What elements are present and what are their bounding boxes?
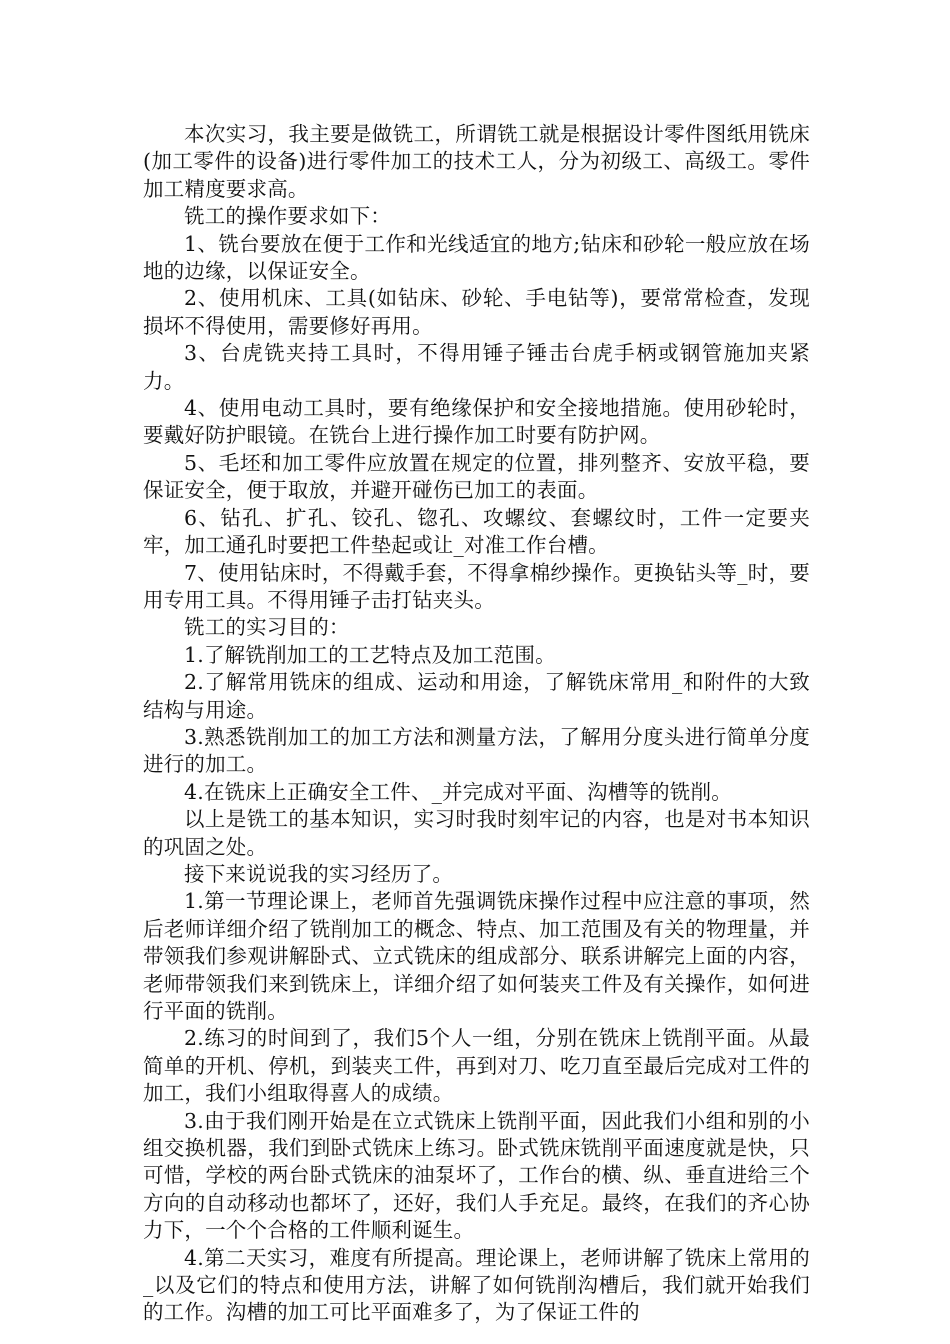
paragraph-experience-3: 3.由于我们刚开始是在立式铣床上铣削平面，因此我们小组和别的小组交换机器，我们到卧式铣床上练习。卧式铣床铣削平面速度就是快，只可惜，学校的两台卧式铣床的油泵坏了，工作台的横、纵、垂直进给三个方向的自动移动也都坏了，还好，我们人手充足。最终，在我们的齐心协力下，一个个合格的工件顺利诞生。 — [143, 1108, 810, 1243]
document-body — [143, 121, 810, 1327]
paragraph-intro: 本次实习，我主要是做铣工，所谓铣工就是根据设计零件图纸用铣床(加工零件的设备)进行零件加工的技术工人，分为初级工、高级工。零件加工精度要求高。 — [143, 122, 810, 201]
paragraph-requirement-5: 5、毛坯和加工零件应放置在规定的位置，排列整齐、安放平稳，要保证安全，便于取放，并避开碰伤已加工的表面。 — [143, 450, 810, 503]
paragraph-requirement-6: 6、钻孔、扩孔、铰孔、锪孔、攻螺纹、套螺纹时，工件一定要夹牢，加工通孔时要把工件垫起或让_对准工作台槽。 — [143, 505, 810, 558]
paragraph-summary: 以上是铣工的基本知识，实习时我时刻牢记的内容，也是对书本知识的巩固之处。 — [143, 807, 810, 859]
paragraph-goal-2: 2.了解常用铣床的组成、运动和用途，了解铣床常用_和附件的大致结构与用途。 — [143, 670, 810, 722]
paragraph-goals-heading: 铣工的实习目的： — [184, 615, 350, 640]
paragraph-experience-heading: 接下来说说我的实习经历了。 — [184, 861, 454, 886]
paragraph-requirements-heading: 铣工的操作要求如下： — [184, 204, 391, 229]
paragraph-requirement-3: 3、台虎铣夹持工具时，不得用锤子锤击台虎手柄或钢管施加夹紧力。 — [143, 341, 810, 393]
paragraph-requirement-1: 1、铣台要放在便于工作和光线适宜的地方;钻床和砂轮一般应放在场地的边缘，以保证安全。 — [143, 231, 810, 284]
paragraph-requirement-4: 4、使用电动工具时，要有绝缘保护和安全接地措施。使用砂轮时，要戴好防护眼镜。在铣台上进行操作加工时要有防护网。 — [143, 396, 810, 448]
paragraph-experience-1: 1.第一节理论课上，老师首先强调铣床操作过程中应注意的事项，然后老师详细介绍了铣削加工的概念、特点、加工范围及有关的物理量，并带领我们参观讲解卧式、立式铣床的组成部分、联系讲解完上面的内容，老师带领我们来到铣床上，详细介绍了如何装夹工件及有关操作，如何进行平面的铣削。 — [143, 889, 810, 1023]
paragraph-experience-4: 4.第二天实习，难度有所提高。理论课上，老师讲解了铣床上常用的_以及它们的特点和使用方法，讲解了如何铣削沟槽后，我们就开始我们的工作。沟槽的加工可比平面难多了，为了保证工件的 — [143, 1245, 810, 1325]
paragraph-requirement-7: 7、使用钻床时，不得戴手套，不得拿棉纱操作。更换钻头等_时，要用专用工具。不得用锤子击打钻夹头。 — [143, 560, 810, 612]
paragraph-goal-4: 4.在铣床上正确安全工件、_并完成对平面、沟槽等的铣削。 — [184, 779, 732, 804]
paragraph-requirement-2: 2、使用机床、工具(如钻床、砂轮、手电钻等)，要常常检查，发现损坏不得使用，需要修好再用。 — [143, 286, 810, 338]
paragraph-goal-1: 1.了解铣削加工的工艺特点及加工范围。 — [184, 642, 556, 667]
paragraph-goal-3: 3.熟悉铣削加工的加工方法和测量方法，了解用分度头进行简单分度进行的加工。 — [143, 724, 810, 777]
paragraph-experience-2: 2.练习的时间到了，我们5个人一组，分别在铣床上铣削平面。从最简单的开机、停机，到装夹工件，再到对刀、吃刀直至最后完成对工件的加工，我们小组取得喜人的成绩。 — [143, 1026, 810, 1106]
